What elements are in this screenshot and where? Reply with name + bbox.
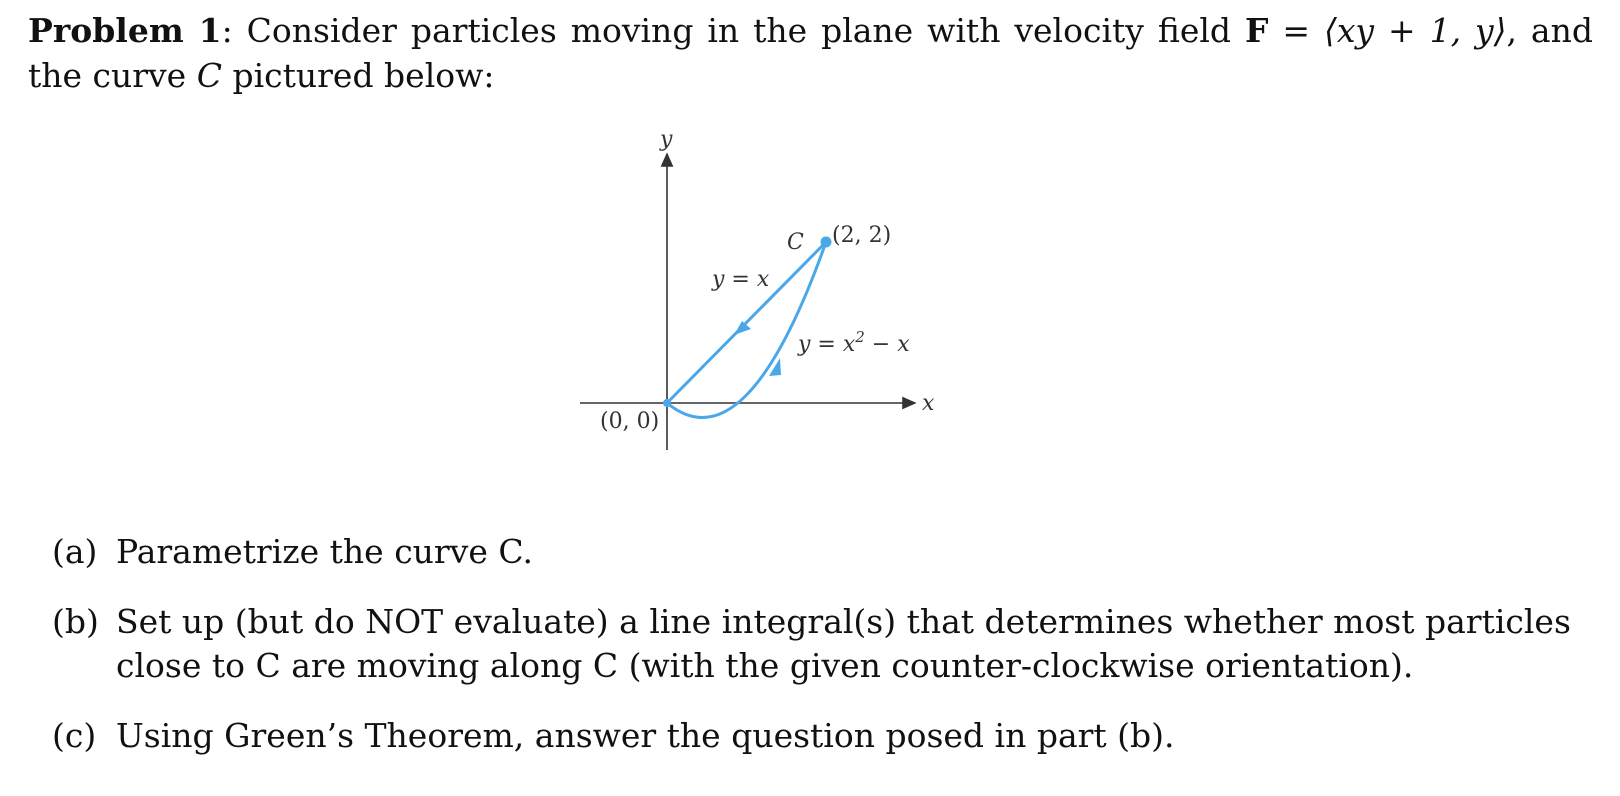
problem-statement	[28, 8, 1593, 98]
part-c	[52, 714, 1597, 758]
parabola-label-tail: − x	[864, 332, 910, 357]
field-name: F	[1245, 11, 1269, 50]
origin-label: (0, 0)	[600, 409, 660, 434]
curve-diagram	[560, 118, 1000, 478]
direction-arrow-line	[734, 321, 751, 335]
problem-parts	[52, 530, 1597, 784]
field-equation: = ⟨xy + 1, y⟩	[1268, 11, 1507, 50]
part-a-label: (a)	[52, 532, 98, 571]
part-c-label: (c)	[52, 716, 97, 755]
problem-text-end: pictured below:	[221, 56, 495, 95]
part-c-text: Using Green’s Theorem, answer the question posed in part (b).	[116, 716, 1175, 755]
parabola-label-base: y = x	[798, 332, 856, 357]
part-a	[52, 530, 1597, 574]
origin-dot	[663, 399, 671, 407]
part-b-text: Set up (but do NOT evaluate) a line integral(s) that determines whether most particles close to C are moving along C (with the given counter-clockwise orientation).	[116, 602, 1571, 685]
line-label: y = x	[712, 267, 770, 292]
part-b	[52, 600, 1597, 688]
x-axis-label: x	[922, 391, 935, 416]
problem-text-before: : Consider particles moving in the plane with velocity field	[221, 11, 1245, 50]
endpoint-dot	[821, 237, 832, 248]
endpoint-label: (2, 2)	[832, 223, 892, 248]
y-axis-label: y	[660, 127, 673, 152]
parabola-label	[797, 328, 910, 357]
parabola-label-sup: 2	[855, 328, 865, 346]
part-a-text: Parametrize the curve C.	[116, 532, 533, 571]
problem-text-after: , and the curve	[28, 11, 1593, 95]
problem-label: Problem 1	[28, 11, 222, 50]
part-b-label: (b)	[52, 602, 99, 641]
curve-figure	[560, 118, 1000, 478]
curve-label: C	[787, 230, 804, 255]
curve-name: C	[196, 56, 222, 95]
